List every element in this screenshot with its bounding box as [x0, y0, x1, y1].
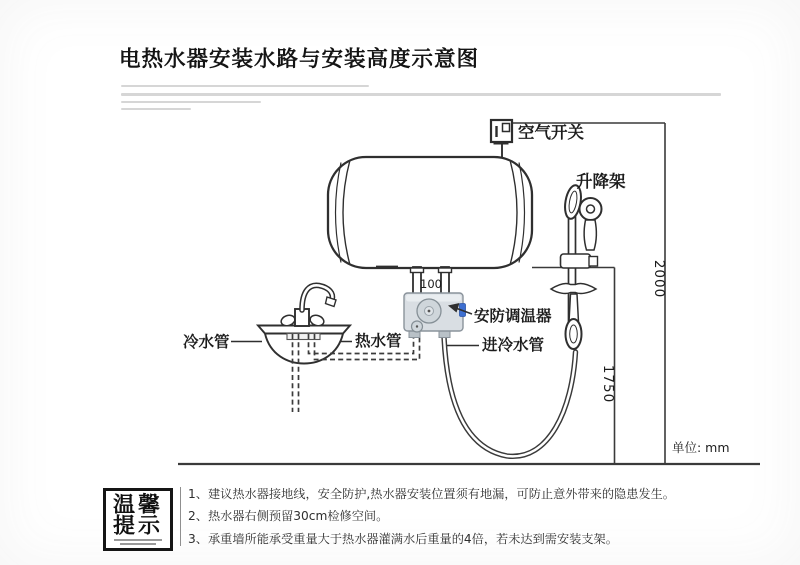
tips-badge-microtext [114, 539, 162, 541]
tip-note-2: 2、热水器右侧预留30cm检修空间。 [188, 509, 389, 524]
tips-notes [188, 483, 788, 550]
thermostat-valve [404, 293, 466, 338]
air-switch-icon [491, 120, 512, 145]
tips-badge-line2: 提示 [112, 514, 163, 538]
tips-divider [180, 487, 181, 546]
tips-badge-line1: 温馨 [112, 493, 163, 517]
label-hot-pipe: 热水管 [355, 332, 402, 350]
dim-2000: 2000 [651, 259, 667, 299]
dim-1750: 1750 [600, 364, 616, 404]
tips-badge [103, 488, 173, 551]
label-air-switch: 空气开关 [518, 123, 584, 142]
label-cold-inlet-pipe: 进冷水管 [482, 336, 545, 354]
bracket-neck [584, 220, 596, 250]
label-cold-pipe: 冷水管 [183, 333, 230, 351]
water-heater-tank [328, 157, 532, 268]
soap-dish-wings [551, 284, 596, 294]
tip-note-3: 3、承重墙所能承受重量大于热水器灌满水后重量的4倍，若未达到需安装支架。 [188, 531, 618, 546]
page-title: 电热水器安装水路与安装高度示意图 [119, 47, 480, 72]
handheld-handle [569, 294, 579, 322]
label-lift-rack: 升降架 [576, 172, 626, 191]
faucet [280, 285, 336, 327]
rail-slider-clamp [561, 254, 591, 268]
unit-label: 单位: mm [672, 440, 730, 455]
shower-lift-rack [551, 184, 602, 349]
inlet-hose [444, 337, 576, 456]
dim-pipe-spacing: 100 [420, 277, 442, 291]
sink [258, 326, 350, 364]
label-thermostat: 安防调温器 [474, 307, 552, 325]
tip-note-1: 1、建议热水器接地线，安全防护,热水器安装位置须有地漏，可防止意外带来的隐患发生。 [188, 487, 675, 501]
